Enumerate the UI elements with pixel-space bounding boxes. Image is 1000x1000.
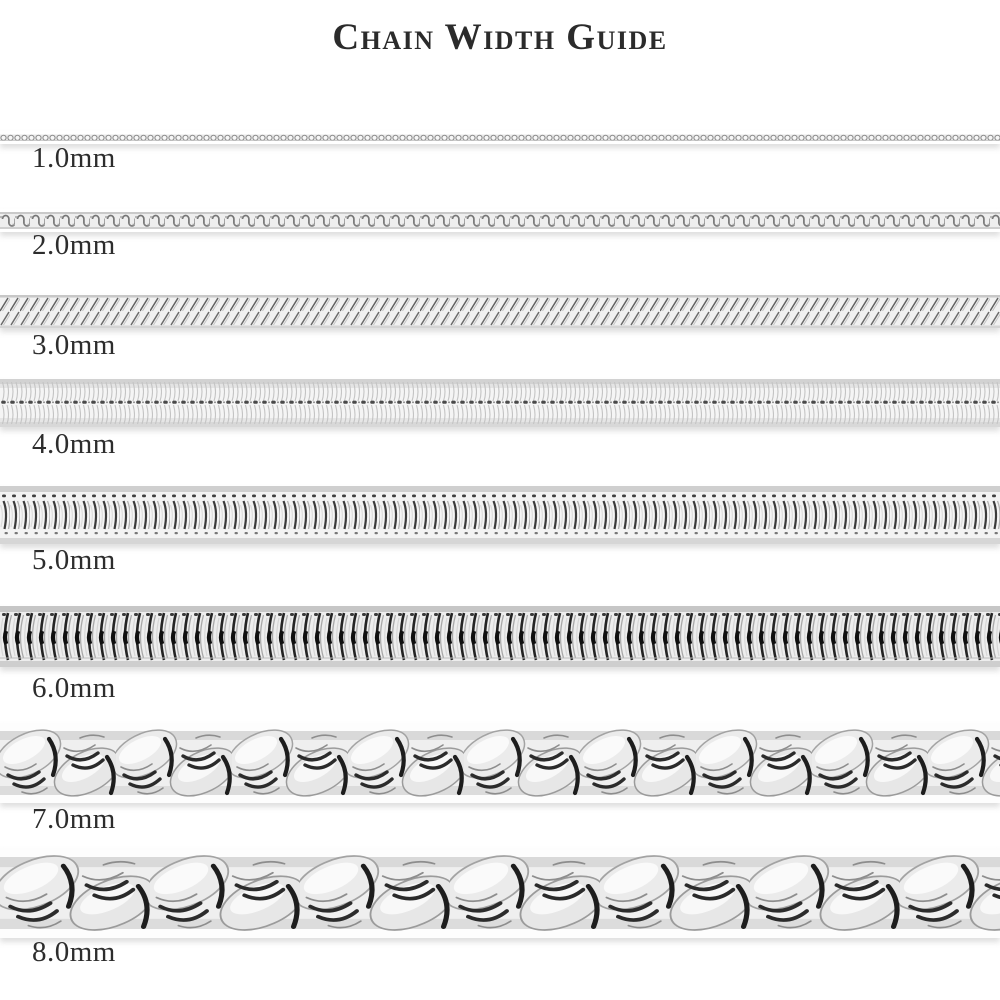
size-label-7mm: 7.0mm bbox=[32, 803, 116, 835]
size-label-3mm: 3.0mm bbox=[32, 329, 116, 361]
size-label-2mm: 2.0mm bbox=[32, 229, 116, 261]
chain-image-1mm-box-chain bbox=[0, 131, 1000, 144]
size-label-6mm: 6.0mm bbox=[32, 672, 116, 704]
chain-image-4mm-snake-chain bbox=[0, 379, 1000, 427]
size-label-8mm: 8.0mm bbox=[32, 936, 116, 968]
chain-image-7mm-rope-chain bbox=[0, 723, 1000, 803]
chain-image-6mm-snake-chain bbox=[0, 606, 1000, 667]
chain-image-5mm-snake-chain bbox=[0, 486, 1000, 544]
chain-image-8mm-rope-chain bbox=[0, 848, 1000, 938]
size-label-5mm: 5.0mm bbox=[32, 544, 116, 576]
chain-image-2mm-box-chain bbox=[0, 209, 1000, 232]
chain-image-3mm-snake-chain bbox=[0, 295, 1000, 328]
page-title: Chain Width Guide bbox=[332, 17, 668, 58]
size-label-1mm: 1.0mm bbox=[32, 142, 116, 174]
size-label-4mm: 4.0mm bbox=[32, 428, 116, 460]
